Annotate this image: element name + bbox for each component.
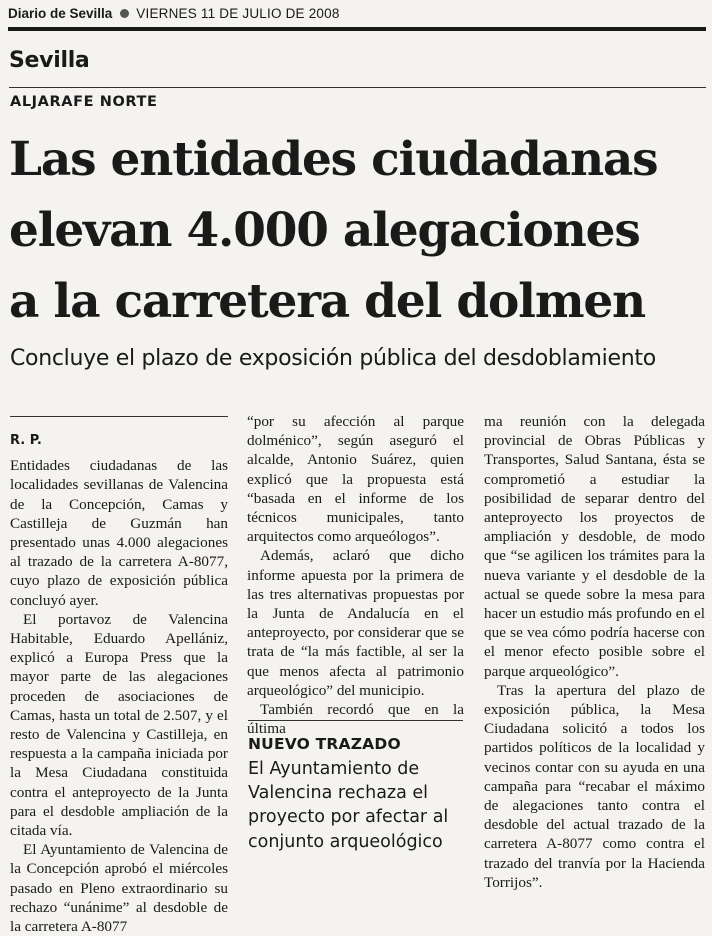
- newspaper-name: Diario de Sevilla: [8, 6, 113, 21]
- headline-line: elevan 4.000 alegaciones: [9, 203, 640, 258]
- bullet-dot-icon: [120, 9, 129, 18]
- paragraph: ma reunión con la delegada provincial de Obras Públicas y Transportes, Salud Santana, ésta se comprometió a estudiar la posibilidad de separar dentro del anteproyecto los proyectos de ampliación y desdoble, de modo que “se agilicen los trámites para la nueva variante y el desdoble de la actual se quede sobre la mesa para hacer un estudio más profundo en el que se vea cómo podría hacerse con el menor efecto posible sobre el parque arqueológico”.: [484, 413, 705, 680]
- paragraph: Tras la apertura del plazo de exposición pública, la Mesa Ciudadana solicitó a todos los partidos políticos de la localidad y vecinos contar con su ayuda en una campaña para “recabar el máximo de alegaciones tanto contra el desdoble del actual trazado de la carretera A-8077 como contra el trazado del tranvía por la Hacienda Torrijos”.: [484, 681, 705, 891]
- section-rule: [9, 87, 706, 88]
- masthead-rule: [8, 27, 706, 31]
- subheadline: Concluye el plazo de exposición pública del desdoblamiento: [10, 346, 656, 371]
- paragraph: Entidades ciudadanas de las localidades sevillanas de Valencina de la Concepción, Camas y Castilleja de Guzmán han presentado unas 4.000 alegaciones al trazado de la carretera A-8077, cuyo plazo de exposición pública concluyó ayer.: [10, 457, 228, 609]
- article-column-2: [247, 412, 464, 738]
- paragraph: También recordó que en la última: [247, 701, 464, 738]
- sidebar-box: [248, 720, 463, 854]
- headline: [9, 124, 709, 337]
- issue-date: VIERNES 11 DE JULIO DE 2008: [136, 6, 340, 21]
- box-text: El Ayuntamiento de Valencina rechaza el proyecto por afectar al conjunto arqueológico: [248, 759, 449, 852]
- article-column-1: [10, 416, 228, 936]
- headline-line: Las entidades ciudadanas: [9, 132, 658, 187]
- box-title: NUEVO TRAZADO: [248, 735, 401, 753]
- section-title: Sevilla: [9, 48, 90, 73]
- article-column-3: [484, 412, 705, 892]
- paragraph: Además, aclaró que dicho informe apuesta por la primera de las tres alternativas propuestas por la Junta de Andalucía en el anteproyecto, por considerar que se trata de “la más factible, al ser la que menos afecta al patrimonio arqueológico” del municipio.: [247, 547, 464, 699]
- headline-line: a la carretera del dolmen: [9, 274, 646, 329]
- paragraph: El Ayuntamiento de Valencina de la Concepción aprobó el miércoles pasado en Pleno extraordinario su rechazo “unánime” al desdoble de la carretera A-8077: [10, 841, 228, 936]
- paragraph: El portavoz de Valencina Habitable, Eduardo Apellániz, explicó a Europa Press que la mayor parte de las alegaciones proceden de asociaciones de Camas, hasta un total de 2.507, y el resto de Valencina y Castilleja, en respuesta a la campaña iniciada por la Mesa Ciudadana constituida contra el anteproyecto de la Junta para el desdoble ampliación de la citada vía.: [10, 610, 228, 840]
- kicker: ALJARAFE NORTE: [10, 94, 158, 110]
- byline: R. P.: [10, 433, 42, 448]
- paragraph: “por su afección al parque dolménico”, según aseguró el alcalde, Antonio Suárez, quien explicó que la propuesta está “basada en el informe de los técnicos municipales, tanto arquitectos como arqueólogos”.: [247, 413, 464, 546]
- masthead: [8, 6, 340, 21]
